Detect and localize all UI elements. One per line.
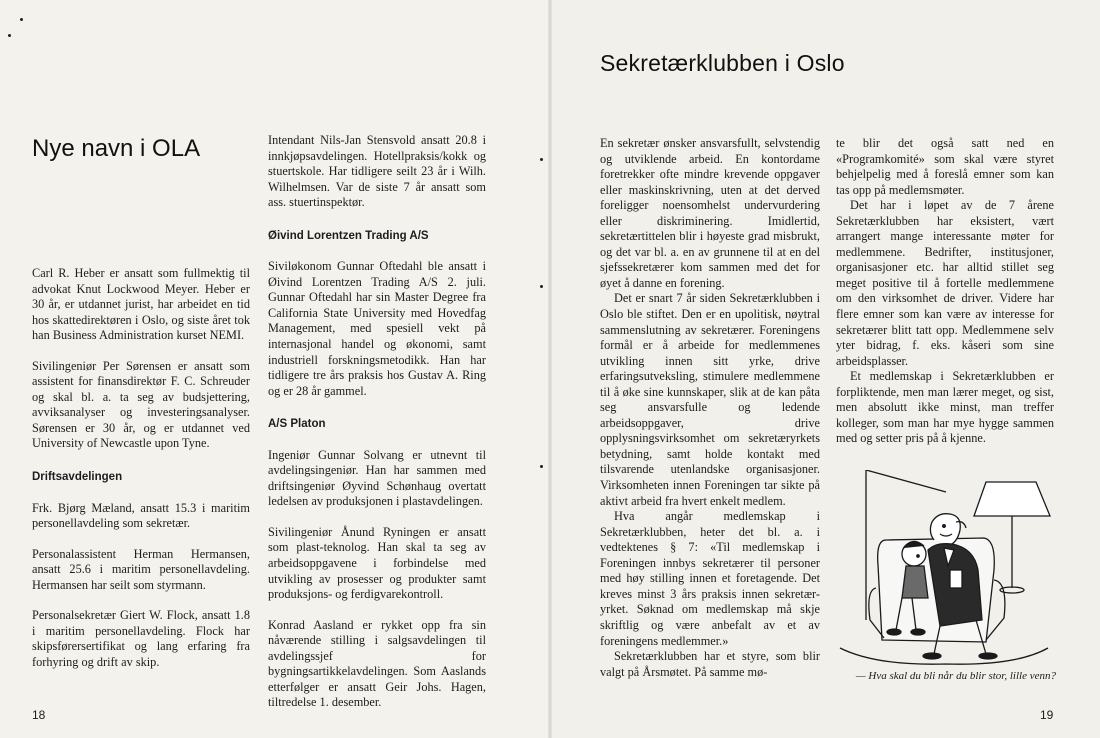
speck-mark [540, 285, 543, 288]
paragraph: Hva angår medlemskap i Sekretærklubben, heter det bl. a. i vedtektenes § 7: «Til medlemskap i Foreningen innbys sekretærer til personer med høy stilling innen et foretagende. Det kreves minst 3 års praksis innen sekretær-yrket. Søknad om medlemskap må skje skriftlig og være anbefalt av et av foreningens medlemmer.» [600, 509, 820, 648]
article-title-right: Sekretærklubben i Oslo [600, 50, 845, 76]
speck-mark [540, 465, 543, 468]
paragraph: Sekretærklubben har et styre, som blir valgt på Årsmøtet. På samme mø- [600, 649, 820, 679]
paragraph: Konrad Aasland er rykket opp fra sin nåværende stilling i salgsavdelingen til avdelingssjef for bygningsartikkelavdelingen. Som Aaslands etterfølger er ansatt Geir Johs. Hagen, tiltredelse 1. desember. [268, 617, 486, 710]
cartoon-caption: — Hva skal du bli når du blir stor, lille venn? [855, 670, 1056, 682]
page-number-right: 19 [1040, 708, 1054, 722]
paragraph: Det er snart 7 år siden Sekretærklubben i Oslo ble stiftet. Den er en upolitisk, nøytral sammenslutning av sekretærer. Foreningens formål er å arbeide for medlemmenes utvikling innen sitt yrke, drive erfaringsutveksling, stimulere medlemmene til å øke sine kunnskaper, slik at de kan påta seg ansvarsfulle og ledende arbeidsoppgaver, drive opplysningsvirksomhet om sekretæryrkets betydning, samt holde kontakt med tilsvarende utenlandske organisasjoner. Virksomheten innen Foreningen tar sikte på aktivt arbeid fra hvert enkelt medlem. [600, 291, 820, 508]
paragraph: Intendant Nils-Jan Stensvold ansatt 20.8 i innkjøpsavdelingen. Hotellpraksis/kokk og stuertskole. Har tidligere seilt 23 år i Wilh. Wilhelmsen. Var de siste 7 år ansatt som ass. stuertinspektør. [268, 133, 486, 210]
paragraph: Personalsekretær Giert W. Flock, ansatt 1.8 i maritim personellavdeling. Flock har skipsførersertifikat og lang erfaring fra forhyring og drift av skip. [32, 608, 250, 669]
paragraph: Siviløkonom Gunnar Oftedahl ble ansatt i Øivind Lorentzen Trading A/S 2. juli. Gunnar Oftedahl har sin Master Degree fra California State University med Hovedfag Management, med spesiell vekt på internasjonal handel og økonomi, samt industriell forskningsmetodikk. Han har tidligere tre års praksis hos Gustav A. Ring og er 28 år gammel. [268, 259, 486, 398]
speck-mark [540, 158, 543, 161]
paragraph: Et medlemskap i Sekretærklubben er forpliktende, men man lærer meget, og sist, men absolutt ikke minst, man treffer kolleger, som man har mye hygge sammen med og setter pris på å kjenne. [836, 369, 1054, 446]
paragraph: Sivilingeniør Ånund Ryningen er ansatt som plast-teknolog. Han skal ta seg av arbeidsoppgavene i forbindelse med utvikling av prosesser og produkter samt produksjons- og ferdigvarekontroll. [268, 524, 486, 602]
section-subheading: A/S Platon [268, 418, 326, 431]
section-subheading: Øivind Lorentzen Trading A/S [268, 229, 429, 242]
paragraph: te blir det også satt ned en «Programkomité» som skal være styret behjelpelig med å foreslå emner som kan tas opp på medlemsmøter. [836, 136, 1054, 197]
section-subheading: Driftsavdelingen [32, 471, 123, 484]
paragraph: En sekretær ønsker ansvarsfullt, selvstendig og utviklende arbeid. En kontordame foretrekker ofte mindre krevende oppgaver eller maskinskrivning, uten at det derved foreligger noensomhelst undervurdering eller diskriminering. Imidlertid, sekretærtittelen blir i høyeste grad misbrukt, og det var bl. a. en av grunnene til at en del sjefssekretærer kom sammen med det for øyet å danne en forening. [600, 136, 820, 290]
text-column-1 [32, 266, 250, 670]
text-column-4 [836, 136, 1054, 447]
text-column-2 [268, 133, 486, 711]
paragraph: Det har i løpet av de 7 årene Sekretærklubben har eksistert, vært arrangert mange interessante møter for medlemmene. Bedrifter, institusjoner, organisasjoner etc. har alltid stillet seg meget positive til å fortelle medlemmene om den virksomhet de driver. Videre har flere emner som kan være av interesse for sekretærer blitt tatt opp. Medlemmene selv yter bidrag, f. eks. kåseri som sine arbeidsplasser. [836, 198, 1054, 368]
page-number-left: 18 [32, 708, 46, 722]
speck-mark [20, 18, 23, 21]
cartoon-illustration [836, 470, 1056, 666]
article-title-left: Nye navn i OLA [32, 135, 201, 162]
paragraph: Ingeniør Gunnar Solvang er utnevnt til avdelingsingeniør. Han har sammen med driftsingeniør Øyvind Schønhaug overtatt ledelsen av produksjonen i plastavdelingen. [268, 447, 486, 509]
paragraph: Carl R. Heber er ansatt som fullmektig til advokat Knut Lockwood Meyer. Heber er 30 år, er utdannet jurist, har arbeidet en tid hos skattedirektøren i Oslo, og siste året tok han Business Administration kurset NEMI. [32, 266, 250, 343]
paragraph: Sivilingeniør Per Sørensen er ansatt som assistent for finansdirektør F. C. Schreuder og skal bl. a. ta seg av budsjettering, avviksanalyser og investeringsanalyser. Sørensen er 30 år, og er utdannet ved University of Newcastle upon Tyne. [32, 358, 250, 451]
paragraph: Personalassistent Herman Hermansen, ansatt 25.6 i maritim personellavdeling. Hermansen har seilt som styrmann. [32, 546, 250, 592]
paragraph: Frk. Bjørg Mæland, ansatt 15.3 i maritim personellavdeling som sekretær. [32, 500, 250, 531]
speck-mark [8, 34, 11, 37]
text-column-3 [600, 136, 820, 680]
book-spine [548, 0, 552, 738]
